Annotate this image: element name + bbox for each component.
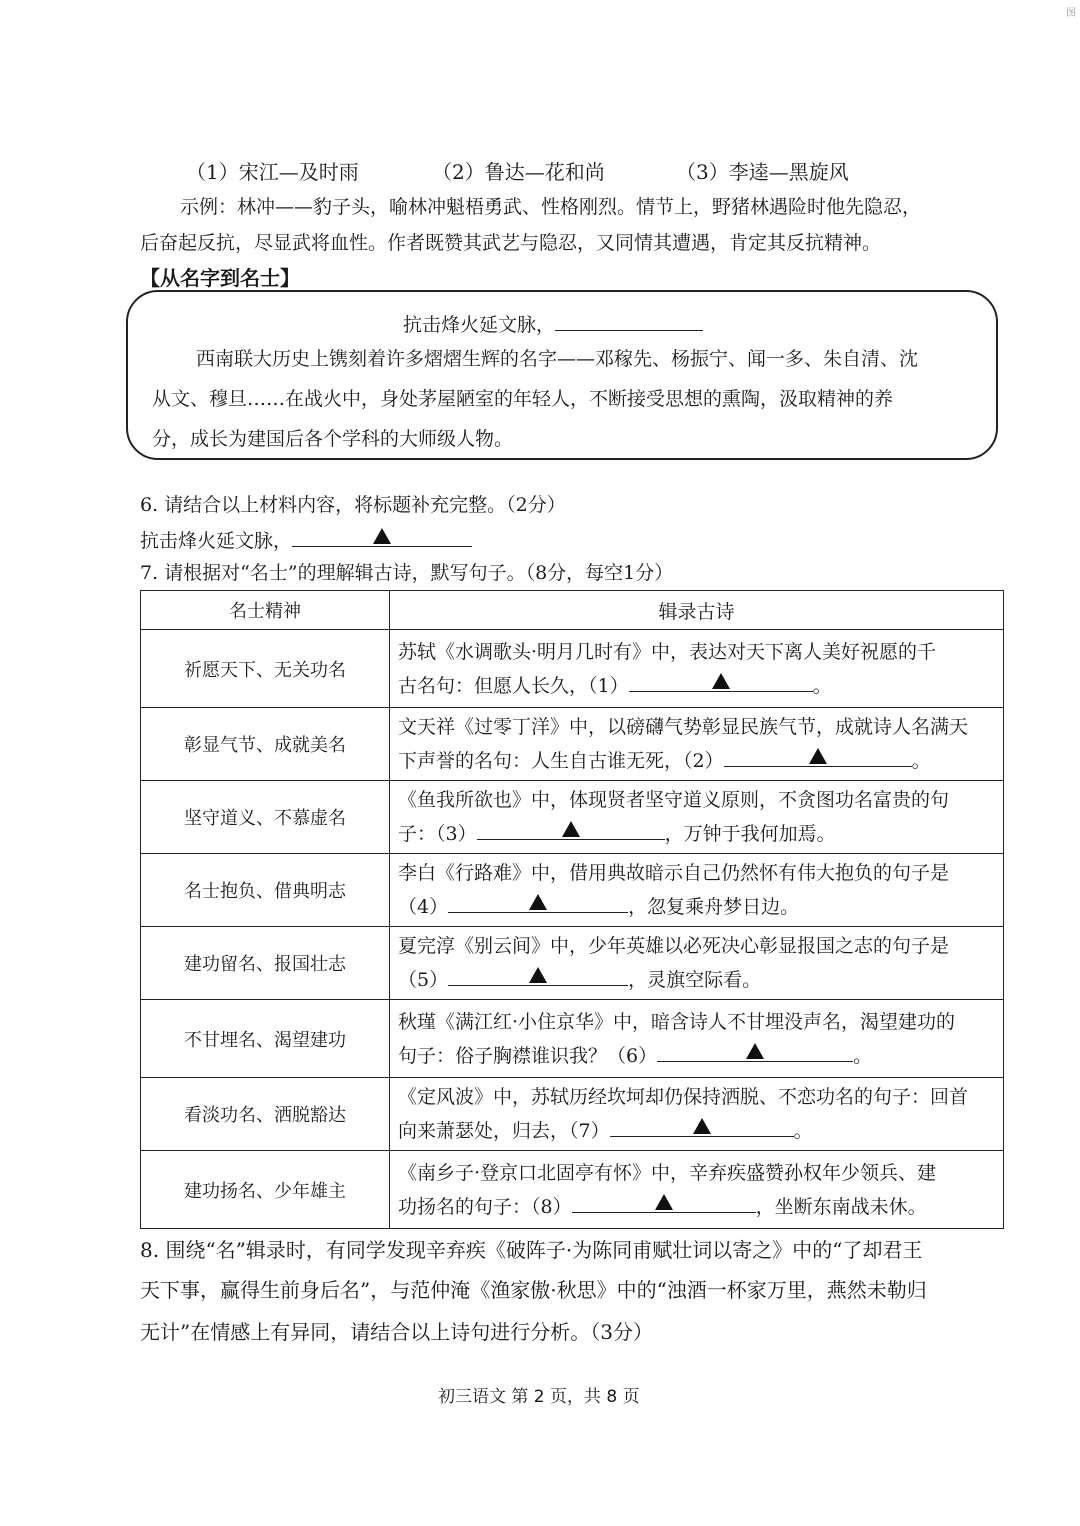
q6-answer-blank[interactable] [292, 526, 472, 547]
table-row [141, 781, 1004, 854]
spirit-cell: 看淡功名、洒脱豁达 [141, 1078, 390, 1151]
poem-cell [390, 854, 1004, 927]
poem-fill-line [398, 963, 995, 997]
triangle-marker-icon [529, 894, 547, 910]
poem-fill-line [398, 744, 995, 778]
character-item-2: （2）鲁达—花和尚 [432, 160, 605, 184]
poem-cell [390, 1151, 1004, 1229]
poem-line: 李白《行路难》中，借用典故暗示自己仍然怀有伟大抱负的句子是 [398, 862, 950, 884]
fill-prefix: （5） [398, 969, 449, 991]
triangle-marker-icon [655, 1194, 673, 1210]
corner-mark: 图 [1066, 8, 1076, 19]
material-line-2: 从文、穆旦……在战火中，身处茅屋陋室的年轻人，不断接受思想的熏陶，汲取精神的养 [152, 388, 894, 410]
triangle-marker-icon [373, 528, 391, 544]
example-line-2: 后奋起反抗，尽显武将血性。作者既赞其武艺与隐忍，又同情其遭遇，肯定其反抗精神。 [140, 232, 882, 254]
table-row [141, 1078, 1004, 1151]
character-item-3: （3）李逵—黑旋风 [676, 160, 849, 184]
q8-line-2: 天下事，赢得生前身后名”，与范仲淹《渔家傲·秋思》中的“浊酒一杯家万里，燕然未勒归 [140, 1278, 927, 1302]
fill-prefix: 功扬名的句子：（8） [398, 1195, 572, 1218]
spirit-cell: 建功扬名、少年雄主 [141, 1151, 390, 1229]
table-row [141, 854, 1004, 927]
triangle-marker-icon [529, 967, 547, 983]
fill-suffix: ，万钟于我何加焉。 [664, 823, 836, 845]
poem-fill-line [398, 1114, 995, 1148]
spirit-cell: 名士抱负、借典明志 [141, 854, 390, 927]
poem-line: 夏完淳《别云间》中，少年英雄以必死决心彰显报国之志的句子是 [398, 935, 950, 957]
q8-line-1: 8. 围绕“名”辑录时，有同学发现辛弃疾《破阵子·为陈同甫赋壮词以寄之》中的“了却君王 [140, 1238, 923, 1262]
poem-cell [390, 781, 1004, 854]
answer-blank-2[interactable] [724, 744, 912, 767]
poem-table [140, 590, 1004, 1229]
col-header-spirit: 名士精神 [141, 591, 390, 630]
material-title [403, 310, 703, 337]
poem-line: 苏轼《水调歌头·明月几时有》中，表达对天下离人美好祝愿的千 [398, 640, 937, 663]
poem-line: 《南乡子·登京口北固亭有怀》中，辛弃疾盛赞孙权年少领兵、建 [398, 1161, 937, 1184]
fill-suffix: ，忽复乘舟梦日边。 [628, 896, 800, 918]
table-row [141, 927, 1004, 1000]
section-title: 【从名字到名士】 [140, 266, 300, 290]
answer-blank-7[interactable] [610, 1114, 794, 1137]
triangle-marker-icon [712, 673, 730, 689]
fill-prefix: 下声誉的名句：人生自古谁无死，（2） [398, 750, 724, 772]
spirit-cell: 坚守道义、不慕虚名 [141, 781, 390, 854]
material-line-3: 分，成长为建国后各个学科的大师级人物。 [152, 428, 514, 450]
poem-cell [390, 630, 1004, 708]
q6-answer [140, 526, 472, 553]
poem-fill-line [398, 890, 995, 924]
poem-fill-line [398, 669, 995, 703]
answer-blank-8[interactable] [572, 1190, 756, 1213]
poem-line: 《定风波》中，苏轼历经坎坷却仍保持洒脱、不恋功名的句子：回首 [398, 1086, 969, 1108]
col-header-poems: 辑录古诗 [390, 591, 1004, 630]
spirit-cell: 不甘埋名、渴望建功 [141, 1000, 390, 1078]
poem-line: 秋瑾《满江红·小住京华》中，暗含诗人不甘埋没声名，渴望建功的 [398, 1010, 956, 1033]
q7-prompt: 7. 请根据对“名士”的理解辑古诗，默写句子。（8分，每空1分） [140, 562, 674, 584]
q6-answer-prefix: 抗击烽火延文脉， [140, 530, 293, 552]
table-row [141, 1151, 1004, 1229]
fill-prefix: 子：（3） [398, 823, 477, 845]
answer-blank-5[interactable] [448, 963, 628, 986]
triangle-marker-icon [746, 1043, 764, 1059]
fill-suffix: ，坐断东南战未休。 [755, 1195, 927, 1218]
triangle-marker-icon [809, 748, 827, 764]
answer-blank-3[interactable] [477, 817, 665, 840]
table-row [141, 630, 1004, 708]
poem-line: 文天祥《过零丁洋》中，以磅礴气势彰显民族气节，成就诗人名满天 [398, 716, 969, 738]
triangle-marker-icon [693, 1118, 711, 1134]
fill-suffix: 。 [911, 750, 931, 772]
poem-cell [390, 708, 1004, 781]
poem-cell [390, 927, 1004, 1000]
fill-suffix: ，灵旗空际看。 [628, 969, 762, 991]
poem-fill-line [398, 1190, 995, 1224]
poem-cell [390, 1078, 1004, 1151]
poem-line: 《鱼我所欲也》中，体现贤者坚守道义原则，不贪图功名富贵的句 [398, 789, 950, 811]
fill-suffix: 。 [793, 1120, 813, 1142]
spirit-cell: 建功留名、报国壮志 [141, 927, 390, 1000]
spirit-cell: 彰显气节、成就美名 [141, 708, 390, 781]
triangle-marker-icon [562, 821, 580, 837]
fill-suffix: 。 [812, 674, 832, 697]
material-title-text: 抗击烽火延文脉， [403, 314, 556, 336]
page-footer: 初三语文 第 2 页，共 8 页 [438, 1387, 640, 1407]
spirit-cell: 祈愿天下、无关功名 [141, 630, 390, 708]
poem-cell [390, 1000, 1004, 1078]
table-header-row [141, 591, 1004, 630]
poem-fill-line [398, 817, 995, 851]
q8-line-3: 无计”在情感上有异同，请结合以上诗句进行分析。（3分） [140, 1320, 653, 1344]
character-item-1: （1）宋江—及时雨 [186, 160, 359, 184]
fill-prefix: 古名句：但愿人长久，（1） [398, 674, 629, 697]
answer-blank-4[interactable] [448, 890, 628, 913]
answer-blank-1[interactable] [629, 669, 813, 692]
answer-blank-6[interactable] [657, 1039, 853, 1062]
poem-fill-line [398, 1039, 995, 1073]
example-line-1: 示例：林冲——豹子头，喻林冲魁梧勇武、性格刚烈。情节上，野猪林遇险时他先隐忍， [180, 196, 922, 218]
table-row [141, 708, 1004, 781]
table-row [141, 1000, 1004, 1078]
material-title-blank [555, 314, 703, 331]
material-line-1: 西南联大历史上镌刻着许多熠熠生辉的名字——邓稼先、杨振宁、闻一多、朱自清、沈 [196, 348, 919, 370]
fill-prefix: 向来萧瑟处，归去，（7） [398, 1120, 610, 1142]
fill-suffix: 。 [853, 1044, 873, 1067]
q6-prompt: 6. 请结合以上材料内容，将标题补充完整。（2分） [140, 494, 566, 516]
fill-prefix: 句子：俗子胸襟谁识我？（6） [398, 1044, 658, 1067]
fill-prefix: （4） [398, 896, 449, 918]
